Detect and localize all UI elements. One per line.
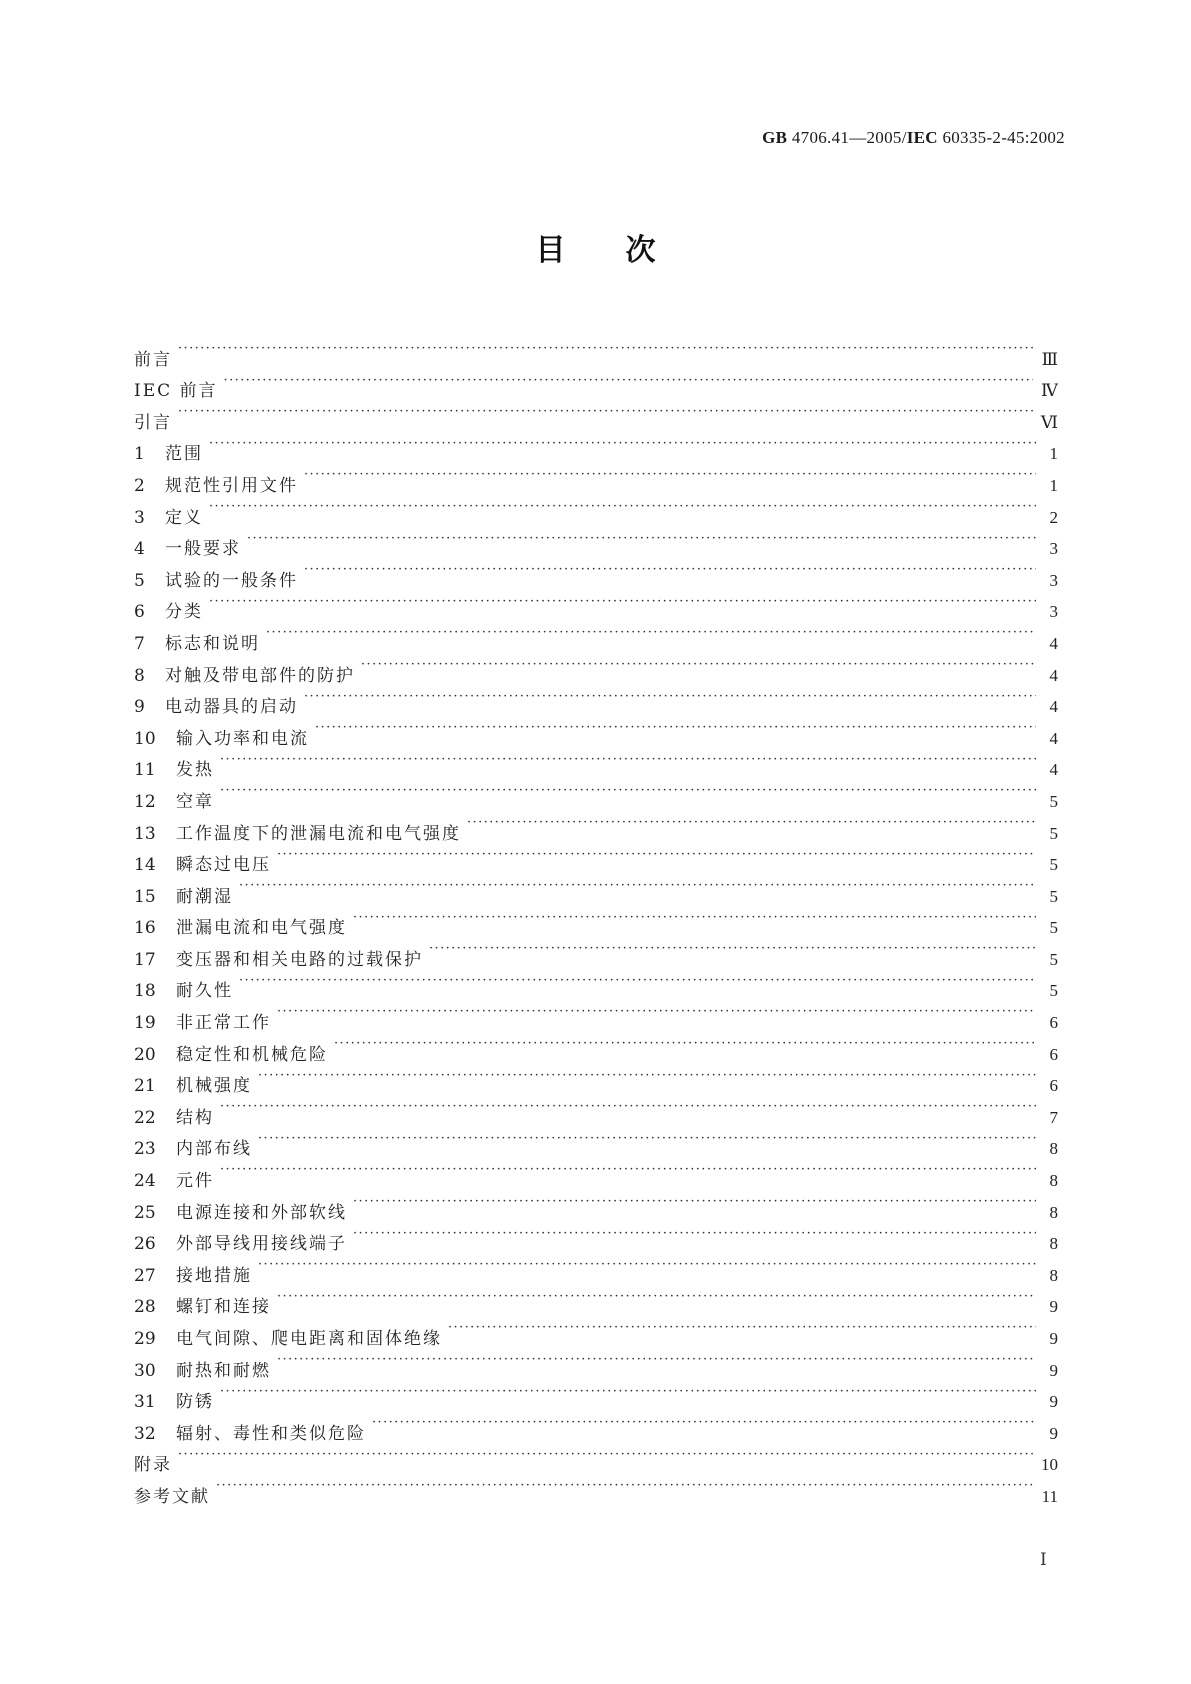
toc-entry-page: 11 (1041, 1486, 1058, 1506)
dot-leader (247, 523, 1036, 555)
dot-leader (209, 491, 1036, 523)
toc-entry[interactable] (134, 1470, 1058, 1507)
toc-entry-page: 5 (1049, 823, 1058, 843)
toc-entry-label: 空章 (176, 791, 214, 812)
toc-entry-title (134, 755, 220, 787)
toc-entry-label: 瞬态过电压 (176, 855, 271, 876)
iec-prefix: IEC (906, 128, 938, 147)
page-number: Ⅰ (1040, 1550, 1047, 1569)
toc-entry-title (134, 439, 209, 471)
toc-entry-number: 5 (134, 570, 145, 591)
toc-entry-title (134, 1166, 220, 1198)
toc-entry-title (134, 1261, 258, 1293)
page-title: 目次 (535, 233, 716, 268)
toc-entry-number: 30 (134, 1360, 156, 1381)
toc-entry-number: 16 (134, 918, 156, 939)
toc-entry-number: 21 (134, 1076, 156, 1097)
toc-entry[interactable] (134, 396, 1058, 433)
toc-entry-label: 耐久性 (176, 981, 233, 1002)
toc-entry-page: 8 (1049, 1202, 1058, 1222)
toc-entry-page: 9 (1049, 1423, 1058, 1443)
toc-entry-page: 6 (1049, 1013, 1058, 1033)
toc-entry-title (134, 1387, 220, 1419)
toc-entry-label: 辐射、毒性和类似危险 (176, 1423, 366, 1444)
toc-entry-page: 1 (1049, 444, 1058, 464)
toc-entry-label: 结构 (176, 1107, 214, 1128)
toc-entry-number: 12 (134, 791, 156, 812)
toc-entry[interactable] (134, 1091, 1058, 1128)
gb-number: 4706.41—2005/ (787, 128, 907, 147)
toc-entry-page: 4 (1049, 728, 1058, 748)
toc-entry-number: 32 (134, 1423, 156, 1444)
dot-leader (361, 649, 1036, 681)
toc-entry-label: 标志和说明 (165, 633, 260, 654)
toc-entry-page: 10 (1041, 1455, 1058, 1475)
toc-entry-number: 2 (134, 475, 145, 496)
toc-entry-number: 15 (134, 886, 156, 907)
iec-number: 60335-2-45:2002 (937, 128, 1065, 147)
toc-entry-label: 对触及带电部件的防护 (165, 665, 355, 686)
toc-entry-number: 26 (134, 1234, 156, 1255)
dot-leader (209, 586, 1036, 618)
toc-entry[interactable] (134, 870, 1058, 907)
toc-entry[interactable] (134, 459, 1058, 496)
dot-leader (258, 1249, 1036, 1281)
dot-leader (372, 1407, 1036, 1439)
toc-entry-label: 试验的一般条件 (165, 570, 298, 591)
toc-entry-number: 28 (134, 1297, 156, 1318)
toc-entry-page: 3 (1049, 570, 1058, 590)
toc-entry-page: 5 (1049, 886, 1058, 906)
toc-entry-label: 外部导线用接线端子 (176, 1234, 347, 1255)
dot-leader (220, 775, 1036, 807)
toc-entry-label: 耐潮湿 (176, 886, 233, 907)
toc-entry-number: 23 (134, 1139, 156, 1160)
toc-entry-page: 5 (1049, 981, 1058, 1001)
toc-entry[interactable] (134, 1439, 1058, 1476)
toc-entry-number: 17 (134, 949, 156, 970)
toc-entry-label: 螺钉和连接 (176, 1297, 271, 1318)
toc-entry-page: 5 (1049, 918, 1058, 938)
toc-entry-label: 元件 (176, 1171, 214, 1192)
toc-entry[interactable] (134, 586, 1058, 623)
toc-entry-label: 接地措施 (176, 1265, 252, 1286)
dot-leader (353, 1218, 1036, 1250)
toc-entry-page: 5 (1049, 791, 1058, 811)
toc-entry-label: 非正常工作 (176, 1013, 271, 1034)
toc-entry-number: 20 (134, 1044, 156, 1065)
toc-entry[interactable] (134, 744, 1058, 781)
dot-leader (334, 1028, 1036, 1060)
toc-entry-label: 工作温度下的泄漏电流和电气强度 (176, 823, 461, 844)
dot-leader (277, 839, 1036, 871)
toc-entry[interactable] (134, 965, 1058, 1002)
toc-entry-number: 6 (134, 602, 145, 623)
toc-entry-label: 一般要求 (165, 539, 241, 560)
dot-leader (216, 1470, 1034, 1502)
table-of-contents (134, 333, 1058, 1507)
toc-entry[interactable] (134, 333, 1058, 370)
toc-entry-number: 4 (134, 539, 145, 560)
toc-entry-label: 发热 (176, 760, 214, 781)
toc-entry-page: 5 (1049, 949, 1058, 969)
toc-entry[interactable] (134, 1123, 1058, 1160)
toc-entry-label: 防锈 (176, 1392, 214, 1413)
toc-entry-label: 分类 (165, 602, 203, 623)
toc-entry-number: 9 (134, 697, 145, 718)
toc-entry[interactable] (134, 996, 1058, 1034)
toc-entry[interactable] (134, 617, 1058, 654)
dot-leader (277, 1344, 1036, 1376)
toc-entry-title (134, 597, 209, 629)
toc-entry[interactable] (134, 1060, 1058, 1097)
toc-entry-title (134, 629, 266, 661)
toc-entry-page: 8 (1049, 1265, 1058, 1285)
toc-entry-label: 规范性引用文件 (165, 475, 298, 496)
toc-entry-title (134, 1482, 216, 1514)
toc-entry-page: 9 (1049, 1329, 1058, 1348)
dot-leader (467, 807, 1036, 839)
toc-entry-label: 附录 (134, 1455, 172, 1476)
toc-entry[interactable] (134, 1186, 1058, 1223)
dot-leader (266, 617, 1036, 649)
dot-leader (178, 396, 1033, 428)
toc-entry-label: 引言 (134, 412, 172, 433)
dot-leader (315, 712, 1036, 744)
toc-entry-page: 9 (1049, 1392, 1058, 1412)
toc-entry-label: 参考文献 (134, 1486, 210, 1507)
toc-entry-label: 泄漏电流和电气强度 (176, 918, 347, 939)
toc-entry-label: 电源连接和外部软线 (176, 1202, 347, 1223)
toc-entry-label: 前言 (134, 349, 172, 370)
toc-entry[interactable] (134, 523, 1058, 560)
toc-entry-page: 4 (1049, 697, 1058, 717)
toc-entry[interactable] (134, 365, 1058, 402)
toc-entry-number: 24 (134, 1171, 156, 1192)
dot-leader (304, 681, 1036, 713)
toc-entry-number: 13 (134, 823, 156, 844)
toc-entry-number: 7 (134, 633, 145, 654)
toc-entry-label: 内部布线 (176, 1139, 252, 1160)
toc-entry-label: 变压器和相关电路的过载保护 (176, 949, 423, 970)
toc-entry[interactable] (134, 902, 1058, 939)
toc-entry-number: 3 (134, 507, 145, 528)
dot-leader (220, 744, 1036, 776)
toc-entry[interactable] (134, 491, 1058, 528)
toc-entry-page: 9 (1049, 1360, 1058, 1380)
toc-entry-title (134, 1450, 178, 1482)
toc-entry-page: 8 (1049, 1171, 1058, 1191)
toc-entry-number: 19 (134, 1013, 156, 1034)
dot-leader (239, 870, 1036, 902)
dot-leader (178, 1439, 1033, 1471)
dot-leader (239, 965, 1036, 997)
toc-entry-page: 4 (1049, 633, 1058, 653)
toc-entry-title (134, 1008, 277, 1040)
toc-entry-number: 18 (134, 981, 156, 1002)
toc-entry-page: 3 (1049, 539, 1058, 559)
toc-entry-title (134, 503, 209, 535)
dot-leader (429, 933, 1036, 965)
toc-entry[interactable] (134, 1154, 1058, 1192)
toc-entry-page: 7 (1049, 1107, 1058, 1127)
standard-designation (762, 128, 1065, 148)
toc-entry-page: 1 (1049, 475, 1058, 495)
dot-leader (209, 428, 1036, 460)
toc-entry-title (134, 345, 178, 377)
toc-entry[interactable] (134, 554, 1058, 591)
toc-entry-number: 25 (134, 1202, 156, 1223)
dot-leader (304, 459, 1036, 491)
dot-leader (258, 1123, 1036, 1155)
toc-entry-page: Ⅳ (1041, 381, 1058, 401)
toc-entry-title (134, 408, 178, 440)
toc-entry-label: IEC 前言 (134, 381, 218, 402)
toc-entry-title (134, 882, 239, 914)
dot-leader (258, 1060, 1036, 1092)
toc-entry-page: 8 (1049, 1139, 1058, 1159)
toc-entry-title (134, 1292, 277, 1324)
dot-leader (220, 1091, 1036, 1123)
toc-entry-title (134, 787, 220, 819)
toc-entry[interactable] (134, 807, 1058, 844)
toc-entry-number: 14 (134, 855, 156, 876)
dot-leader (224, 365, 1033, 397)
toc-entry-label: 电气间隙、爬电距离和固体绝缘 (176, 1329, 442, 1349)
toc-entry[interactable] (134, 428, 1058, 465)
toc-entry-title (134, 976, 239, 1008)
toc-entry-page: Ⅵ (1040, 412, 1058, 432)
toc-entry-label: 稳定性和机械危险 (176, 1044, 328, 1065)
dot-leader (304, 554, 1036, 586)
toc-entry[interactable] (134, 1281, 1058, 1318)
toc-entry-label: 耐热和耐燃 (176, 1360, 271, 1381)
dot-leader (277, 1281, 1036, 1313)
gb-prefix: GB (762, 128, 788, 147)
toc-entry[interactable] (134, 1249, 1058, 1286)
toc-entry-page: 8 (1049, 1234, 1058, 1254)
toc-entry[interactable] (134, 1407, 1058, 1444)
dot-leader (353, 1186, 1036, 1218)
dot-leader (220, 1376, 1036, 1408)
toc-entry-label: 机械强度 (176, 1076, 252, 1097)
toc-entry[interactable] (134, 1376, 1058, 1413)
toc-entry-page: 6 (1049, 1076, 1058, 1096)
toc-entry-page: 2 (1049, 507, 1058, 527)
dot-leader (277, 996, 1036, 1028)
toc-entry-title (134, 1103, 220, 1135)
toc-entry-number: 1 (134, 444, 145, 465)
toc-entry-number: 10 (134, 728, 156, 749)
toc-entry-title (134, 913, 353, 945)
toc-entry-label: 范围 (165, 444, 203, 465)
toc-entry-page: 6 (1049, 1044, 1058, 1064)
toc-entry-title (134, 1198, 353, 1230)
toc-entry-page: 9 (1049, 1297, 1058, 1317)
toc-entry-title (134, 692, 304, 724)
dot-leader (353, 902, 1036, 934)
toc-entry-number: 29 (134, 1329, 156, 1349)
toc-entry-number: 22 (134, 1107, 156, 1128)
dot-leader (220, 1154, 1036, 1186)
toc-entry[interactable] (134, 775, 1058, 812)
toc-entry[interactable] (134, 649, 1058, 686)
toc-entry-page: 3 (1049, 602, 1058, 622)
toc-entry-number: 27 (134, 1265, 156, 1286)
toc-entry-page: 4 (1049, 760, 1058, 780)
toc-entry-page: Ⅲ (1041, 349, 1058, 369)
toc-entry-page: 4 (1049, 665, 1058, 685)
toc-entry-number: 11 (134, 760, 156, 781)
dot-leader (448, 1312, 1036, 1344)
toc-entry-label: 输入功率和电流 (176, 728, 309, 749)
toc-entry-label: 电动器具的启动 (165, 697, 298, 718)
toc-entry-page: 5 (1049, 855, 1058, 875)
dot-leader (178, 333, 1034, 365)
toc-entry-number: 31 (134, 1392, 156, 1413)
toc-entry-title (134, 534, 247, 566)
toc-entry-number: 8 (134, 665, 145, 686)
toc-entry-label: 定义 (165, 507, 203, 528)
